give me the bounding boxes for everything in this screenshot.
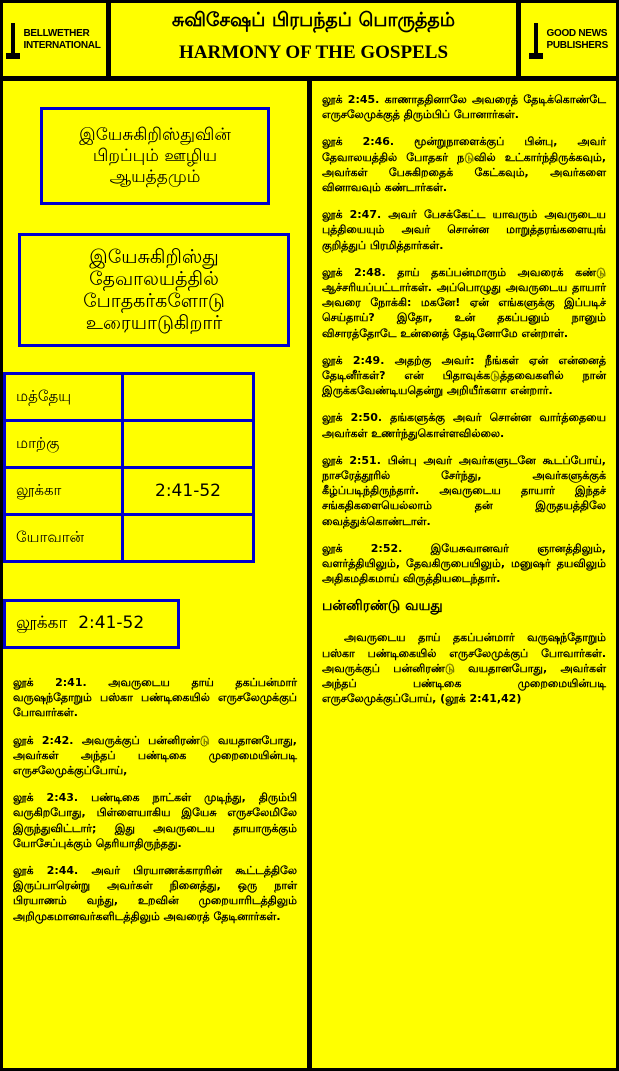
title-banner bbox=[111, 3, 516, 76]
verse-2-45: லூக் 2:45. காணாததினாலே அவரைத் தேடிக்கொண்டே எருசலேமுக்குத் திரும்பிப் போனார்கள். bbox=[322, 93, 606, 122]
event-title-box bbox=[18, 233, 290, 347]
event-title: இயேசுகிறிஸ்து தேவாலயத்தில் போதகர்களோடு உரையாடுகிறார் bbox=[83, 246, 225, 334]
verse-2-42: லூக் 2:42. அவருக்குப் பன்னிரண்டு வயதானபோது, அவர்கள் அந்தப் பண்டிகை முறைமையின்படி எருசலேமுக்குப்போய், bbox=[13, 733, 297, 778]
section-title-box bbox=[40, 107, 270, 205]
passage-ref-box bbox=[3, 599, 180, 649]
verse-2-41: லூக் 2:41. அவருடைய தாய் தகப்பன்மார் வருஷந்தோறும் பஸ்கா பண்டிகையில் எருசலேமுக்குப் போவார்கள். bbox=[13, 676, 297, 720]
right-column bbox=[312, 81, 616, 1068]
left-verses bbox=[13, 675, 297, 936]
passage-ref: லூக்கா 2:41-52 bbox=[16, 613, 145, 633]
verse-2-51: லூக் 2:51. பின்பு அவர் அவர்களுடனே கூடப்போய், நாசரேத்தூரில் சேர்ந்து, அவர்களுக்குக் கீழ்ப்படிந்திருந்தார். அவருடைய தாயார் இந்தச் சங்கதிகளையெல்லாம் தன் இருதயத்திலே வைத்துக்கொண்டாள். bbox=[322, 453, 606, 528]
left-logo bbox=[3, 3, 106, 76]
bellwether-logo-icon bbox=[6, 21, 20, 59]
left-logo-text: BELLWETHER INTERNATIONAL bbox=[23, 27, 101, 51]
right-verses bbox=[322, 92, 606, 719]
verse-2-50: லூக் 2:50. தங்களுக்கு அவர் சொன்ன வார்த்தையை அவர்கள் உணர்ந்துகொள்ளவில்லை. bbox=[322, 411, 606, 440]
verse-2-52: லூக் 2:52. இயேசுவானவர் ஞானத்திலும், வளர்த்தியிலும், தேவகிருபையிலும், மனுஷர் தயவிலும் அதிகமதிகமாய் விருத்தியடைந்தார். bbox=[322, 541, 606, 586]
verse-2-44: லூக் 2:44. அவர் பிரயாணக்காரரின் கூட்டத்திலே இருப்பாரென்று அவர்கள் நினைத்து, ஒரு நாள் பிரயாணம் வந்து, உறவின் முறையாரிடத்திலும் அறிமுகமானவர்களிடத்திலும் அவரைத் தேடினார்கள். bbox=[13, 864, 297, 923]
title-tamil: சுவிசேஷப் பிரபந்தப் பொருத்தம் bbox=[171, 9, 456, 31]
gospel-name-john: யோவான் bbox=[3, 513, 124, 563]
gospel-name-matthew: மத்தேயு bbox=[3, 372, 124, 422]
verse-2-46: லூக் 2:46. மூன்றுநாளைக்குப் பின்பு, அவர் தேவாலயத்தில் போதகர் நடுவில் உட்கார்ந்திருக்கவும், அவர்கள் பேசுகிறதைக் கேட்கவும், அவர்களை வினாவவும் கண்டார்கள். bbox=[322, 135, 606, 195]
verse-2-49: லூக் 2:49. அதற்கு அவர்: நீங்கள் ஏன் என்னைத் தேடினீர்கள்? என் பிதாவுக்கடுத்தவைகளில் நான் இருக்கவேண்டியதென்று அறியீர்களா என்றார். bbox=[322, 353, 606, 398]
section-title: இயேசுகிறிஸ்துவின் பிறப்பும் ஊழிய ஆயத்தமும் bbox=[79, 124, 231, 187]
gospel-ref-luke: 2:41-52 bbox=[121, 466, 255, 516]
gospel-ref-john bbox=[121, 513, 255, 563]
gospel-ref-mark bbox=[121, 419, 255, 469]
good-news-logo-icon bbox=[529, 21, 543, 59]
summary-paragraph: அவருடைய தாய் தகப்பன்மார் வருஷந்தோறும் பஸ்கா பண்டிகையில் எருசலேமுக்குப் போவார்கள். அவருக்குப் பன்னிரண்டு வயதானபோது, அவர்கள் அந்தப் பண்டிகை முறைமையின்படி எருசலேமுக்குப்போய், (லூக் 2:41,42) bbox=[322, 631, 606, 706]
left-column bbox=[3, 81, 307, 1068]
gospel-ref-matthew bbox=[121, 372, 255, 422]
subheading: பன்னிரண்டு வயது bbox=[322, 598, 443, 615]
right-logo-text: GOOD NEWS PUBLISHERS bbox=[546, 27, 608, 51]
verse-2-48: லூக் 2:48. தாய் தகப்பன்மாரும் அவரைக் கண்டு ஆச்சரியப்பட்டார்கள். அப்பொழுது அவருடைய தாயார் அவரை நோக்கி: மகனே! ஏன் எங்களுக்கு இப்படிச் செய்தாய்? இதோ, உன் தகப்பனும் நானும் விசாரத்தோடே உன்னைத் தேடினோமே என்றாள். bbox=[322, 265, 606, 340]
gospel-name-luke: லூக்கா bbox=[3, 466, 124, 516]
right-logo bbox=[521, 3, 616, 76]
verse-2-43: லூக் 2:43. பண்டிகை நாட்கள் முடிந்து, திரும்பி வருகிறபோது, பிள்ளையாகிய இயேசு எருசலேமிலே இருந்துவிட்டார்; இது அவருடைய தாயாருக்கும் யோசேப்புக்கும் தெரியாதிருந்தது. bbox=[13, 791, 297, 850]
title-english: HARMONY OF THE GOSPELS bbox=[178, 42, 449, 63]
verse-2-47: லூக் 2:47. அவர் பேசக்கேட்ட யாவரும் அவருடைய புத்தியையும் அவர் சொன்ன மாறுத்தரங்களையுங் குறித்துப் பிரமித்தார்கள். bbox=[322, 208, 606, 252]
gospel-name-mark: மாற்கு bbox=[3, 419, 124, 469]
